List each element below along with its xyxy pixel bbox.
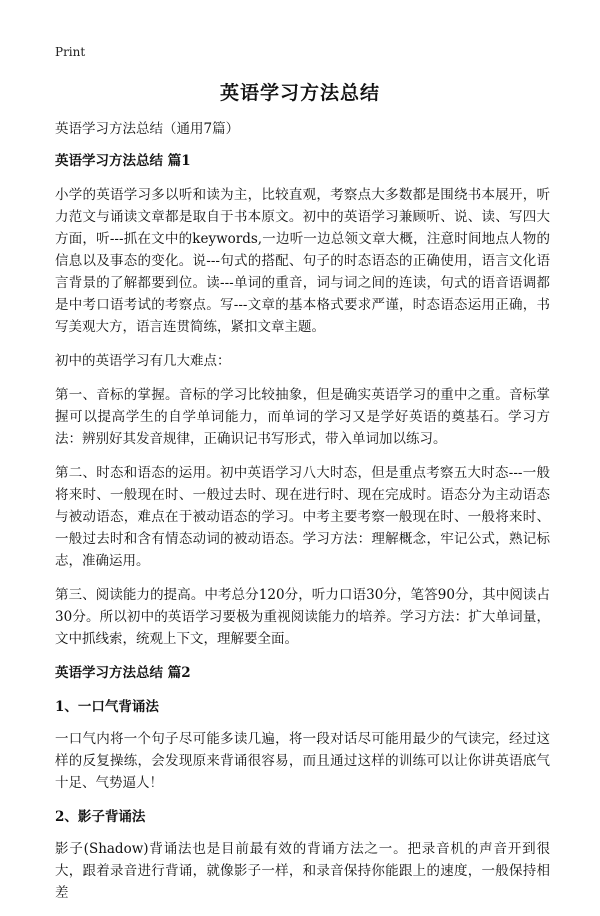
subsection-heading-2: 2、影子背诵法: [55, 809, 146, 825]
document-body: [55, 118, 550, 916]
paragraph: 影子(Shadow)背诵法也是目前最有效的背诵方法之一。把录音机的声音开到很大，跟着录音进行背诵，就像影子一样，和录音保持你能跟上的速度，一般保持相差: [55, 841, 550, 901]
page-title: 英语学习方法总结: [219, 82, 380, 104]
paragraph: 第二、时态和语态的运用。初中英语学习八大时态，但是重点考察五大时态---一般将来时、一般现在时、一般过去时、现在进行时、现在完成时。语态分为主动语态与被动语态，难点在于被动语态的学习。中考主要考察一般现在时、一般将来时、一般过去时和含有情态动词的被动语态。学习方法：理解概念，牢记公式，熟记标志，准确运用。: [55, 465, 550, 569]
subsection-heading-1: 1、一口气背诵法: [55, 699, 159, 715]
paragraph: 第一、音标的掌握。音标的学习比较抽象，但是确实英语学习的重中之重。音标掌握可以提高学生的自学单词能力，而单词的学习又是学好英语的奠基石。学习方法：辨别好其发音规律，正确识记书写形式，带入单词加以练习。: [55, 387, 550, 447]
section-heading-2: 英语学习方法总结 篇2: [55, 665, 191, 681]
print-label: Print: [55, 45, 86, 59]
paragraph: 第三、阅读能力的提高。中考总分120分，听力口语30分，笔答90分，其中阅读占30分。所以初中的英语学习要极为重视阅读能力的培养。学习方法：扩大单词量，文中抓线索，统观上下文，理解要全面。: [55, 587, 550, 647]
paragraph: 初中的英语学习有几大难点：: [55, 353, 231, 369]
document-subtitle: 英语学习方法总结（通用7篇）: [55, 121, 240, 137]
paragraph: 小学的英语学习多以听和读为主，比较直观，考察点大多数都是围绕书本展开，听力范文与诵读文章都是取自于书本原文。初中的英语学习兼顾听、说、读、写四大方面，听---抓在文中的keywords,一边听一边总领文章大概，注意时间地点人物的信息以及事态的变化。说---句式的搭配、句子的时态语态的正确使用，语言文化语言背景的了解都要到位。读---单词的重音，词与词之间的连读，句式的语音语调都是中考口语考试的考察点。写---文章的基本格式要求严谨，时态语态运用正确，书写美观大方，语言连贯简练，紧扣文章主题。: [55, 187, 550, 335]
paragraph: 一口气内将一个句子尽可能多读几遍，将一段对话尽可能用最少的气读完，经过这样的反复操练，会发现原来背诵很容易，而且通过这样的训练可以让你讲英语底气十足、气势逼人！: [55, 731, 550, 791]
section-heading-1: 英语学习方法总结 篇1: [55, 153, 191, 169]
